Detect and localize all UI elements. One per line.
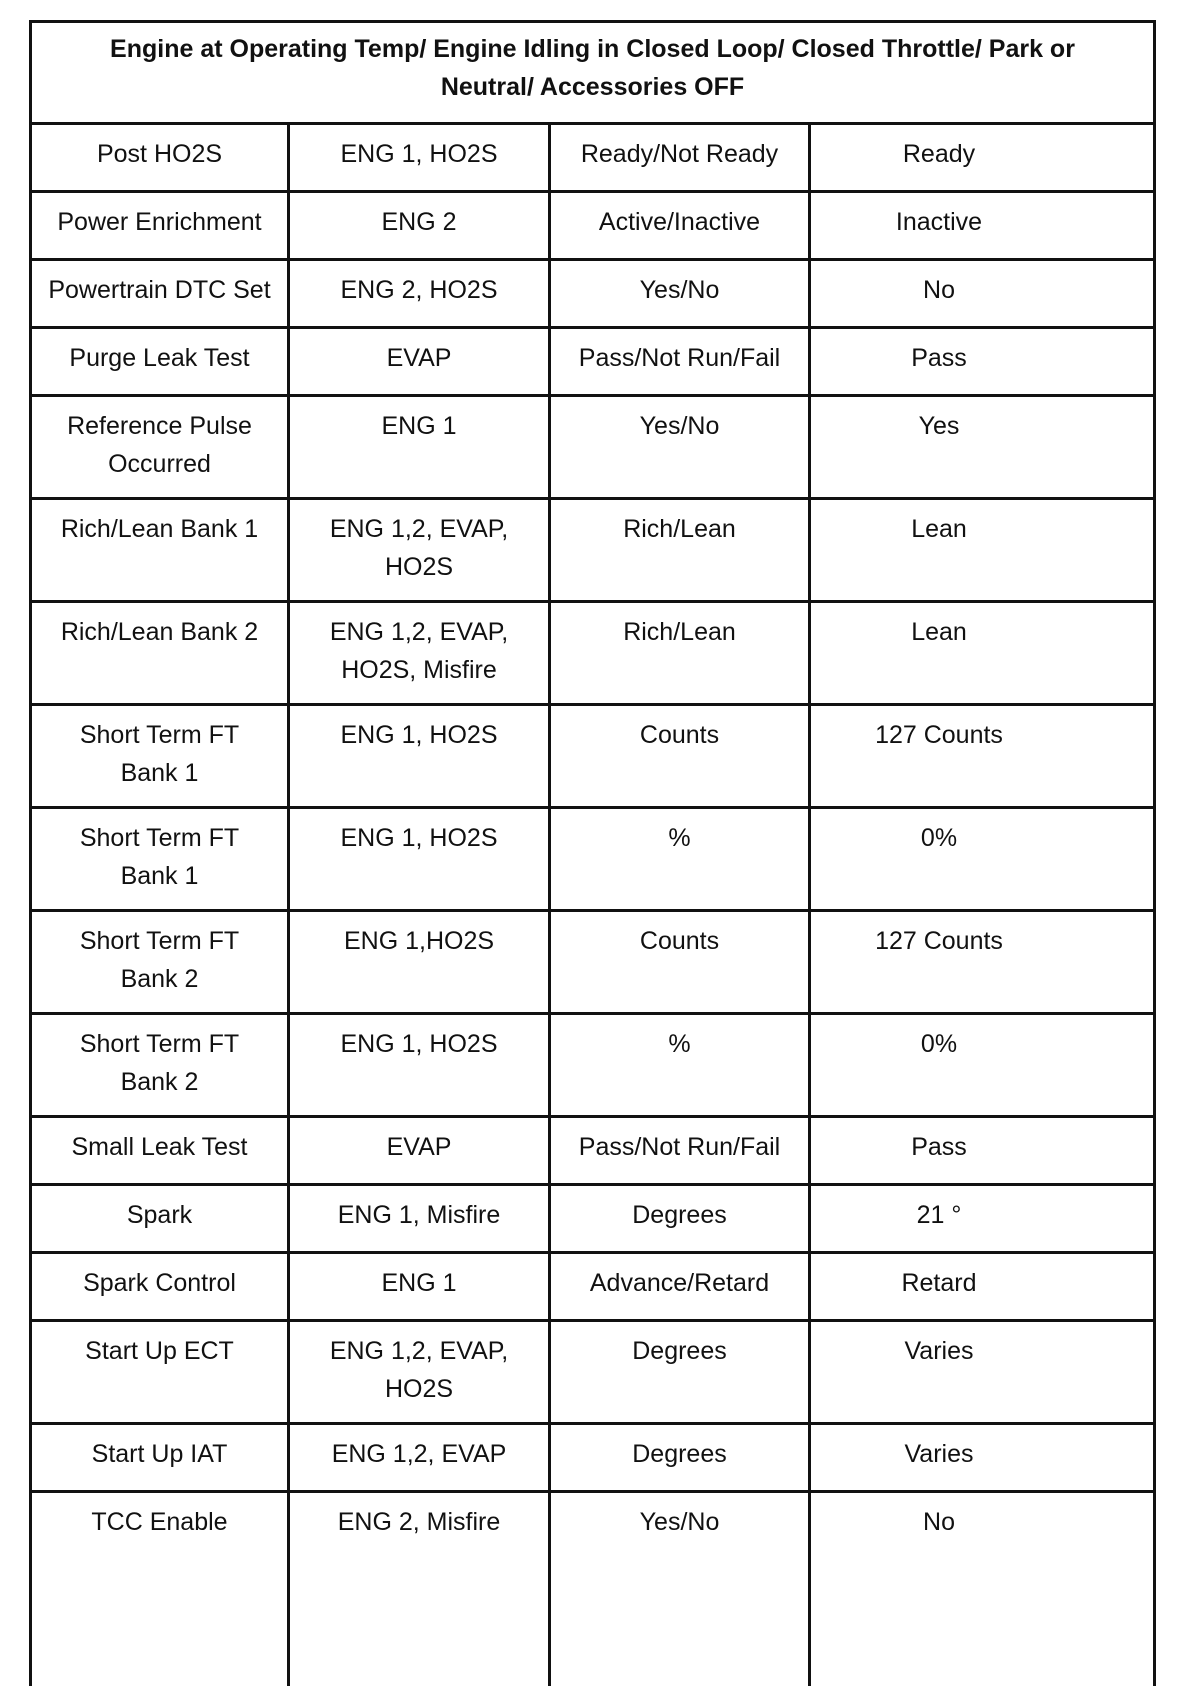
- row-divider: [29, 806, 1156, 809]
- range-text: Pass/Not Run/Fail: [578, 344, 781, 372]
- system-cell: [290, 807, 548, 910]
- column-divider: [808, 123, 811, 1686]
- typical-cell: [811, 910, 1067, 1013]
- parameter-text: Rich/Lean Bank 2: [60, 618, 259, 646]
- typical-text: Yes: [918, 412, 960, 440]
- range-text: Counts: [639, 927, 720, 955]
- row-divider: [29, 703, 1156, 706]
- parameter-text: Small Leak Test: [71, 1133, 248, 1161]
- system-cell: [290, 327, 548, 395]
- system-text: HO2S: [384, 1375, 454, 1403]
- parameter-text: Power Enrichment: [57, 208, 262, 236]
- data-table: [29, 20, 1156, 1686]
- row-divider: [29, 190, 1156, 193]
- typical-text: Inactive: [895, 208, 983, 236]
- system-text: ENG 1, HO2S: [340, 824, 498, 852]
- table-header: [29, 20, 1156, 132]
- system-text: HO2S: [384, 553, 454, 581]
- parameter-text: TCC Enable: [91, 1508, 228, 1536]
- range-text: %: [668, 824, 691, 852]
- range-cell: [551, 123, 808, 191]
- system-text: ENG 2, HO2S: [340, 276, 498, 304]
- typical-cell: [811, 191, 1067, 259]
- system-text: EVAP: [386, 344, 452, 372]
- system-text: ENG 1, HO2S: [340, 140, 498, 168]
- range-text: Advance/Retard: [589, 1269, 770, 1297]
- row-divider: [29, 394, 1156, 397]
- system-text: EVAP: [386, 1133, 452, 1161]
- range-cell: [551, 191, 808, 259]
- typical-text: 0%: [920, 824, 958, 852]
- parameter-text: Powertrain DTC Set: [48, 276, 271, 304]
- parameter-text: Bank 1: [120, 759, 199, 787]
- range-cell: [551, 807, 808, 910]
- parameter-text: Start Up IAT: [91, 1440, 228, 1468]
- system-text: ENG 1, HO2S: [340, 1030, 498, 1058]
- system-text: HO2S, Misfire: [341, 656, 497, 684]
- range-cell: [551, 704, 808, 807]
- system-cell: [290, 259, 548, 327]
- column-divider: [287, 123, 290, 1686]
- system-cell: [290, 1252, 548, 1320]
- parameter-text: Reference Pulse: [67, 412, 252, 440]
- row-divider: [29, 1012, 1156, 1015]
- parameter-cell: [32, 123, 287, 191]
- typical-text: 127 Counts: [875, 927, 1003, 955]
- range-text: Counts: [639, 721, 720, 749]
- range-text: %: [668, 1030, 691, 1058]
- range-text: Ready/Not Ready: [580, 140, 779, 168]
- range-cell: [551, 259, 808, 327]
- typical-cell: [811, 1013, 1067, 1116]
- system-cell: [290, 1423, 548, 1491]
- typical-text: Retard: [901, 1269, 977, 1297]
- system-text: ENG 1: [381, 412, 457, 440]
- range-cell: [551, 1252, 808, 1320]
- system-cell: [290, 395, 548, 498]
- parameter-cell: [32, 191, 287, 259]
- system-cell: [290, 123, 548, 191]
- system-cell: [290, 1013, 548, 1116]
- typical-text: Lean: [911, 618, 967, 646]
- parameter-cell: [32, 807, 287, 910]
- parameter-cell: [32, 327, 287, 395]
- typical-text: Varies: [904, 1337, 974, 1365]
- row-divider: [29, 497, 1156, 500]
- typical-cell: [811, 1491, 1067, 1559]
- typical-cell: [811, 1252, 1067, 1320]
- typical-text: Varies: [904, 1440, 974, 1468]
- range-cell: [551, 910, 808, 1013]
- range-text: Pass/Not Run/Fail: [578, 1133, 781, 1161]
- row-divider: [29, 258, 1156, 261]
- parameter-text: Post HO2S: [96, 140, 223, 168]
- system-text: ENG 1,HO2S: [343, 927, 495, 955]
- parameter-text: Spark: [126, 1201, 193, 1229]
- range-text: Degrees: [632, 1337, 727, 1365]
- parameter-text: Start Up ECT: [85, 1337, 234, 1365]
- parameter-text: Occurred: [108, 450, 211, 478]
- typical-text: Pass: [911, 1133, 967, 1161]
- parameter-text: Short Term FT: [79, 927, 240, 955]
- range-cell: [551, 1184, 808, 1252]
- column-divider: [548, 123, 551, 1686]
- parameter-cell: [32, 1423, 287, 1491]
- typical-text: Lean: [911, 515, 967, 543]
- range-cell: [551, 601, 808, 704]
- system-cell: [290, 601, 548, 704]
- typical-cell: [811, 704, 1067, 807]
- range-text: Yes/No: [639, 276, 720, 304]
- parameter-cell: [32, 1252, 287, 1320]
- row-divider: [29, 1115, 1156, 1118]
- parameter-text: Short Term FT: [79, 824, 240, 852]
- system-text: ENG 1, HO2S: [340, 721, 498, 749]
- parameter-text: Purge Leak Test: [69, 344, 250, 372]
- typical-cell: [811, 1116, 1067, 1184]
- system-text: ENG 1,2, EVAP: [331, 1440, 507, 1468]
- typical-cell: [811, 327, 1067, 395]
- range-cell: [551, 1423, 808, 1491]
- typical-cell: [811, 395, 1067, 498]
- table-border-right: [1153, 20, 1156, 1686]
- parameter-text: Bank 1: [120, 862, 199, 890]
- typical-cell: [811, 1423, 1067, 1491]
- typical-text: No: [923, 1508, 955, 1536]
- range-cell: [551, 1013, 808, 1116]
- system-text: ENG 1,2, EVAP,: [329, 618, 509, 646]
- system-text: ENG 2, Misfire: [337, 1508, 501, 1536]
- typical-cell: [811, 1320, 1067, 1423]
- system-cell: [290, 1184, 548, 1252]
- parameter-cell: [32, 395, 287, 498]
- range-cell: [551, 327, 808, 395]
- typical-cell: [811, 807, 1067, 910]
- system-cell: [290, 1116, 548, 1184]
- system-cell: [290, 191, 548, 259]
- range-text: Yes/No: [639, 1508, 720, 1536]
- typical-cell: [811, 601, 1067, 704]
- row-divider: [29, 600, 1156, 603]
- row-divider: [29, 909, 1156, 912]
- parameter-text: Short Term FT: [79, 721, 240, 749]
- parameter-text: Rich/Lean Bank 1: [60, 515, 259, 543]
- typical-text: No: [923, 276, 955, 304]
- system-text: ENG 1, Misfire: [337, 1201, 501, 1229]
- parameter-text: Bank 2: [120, 965, 199, 993]
- system-text: ENG 2: [381, 208, 457, 236]
- range-text: Rich/Lean: [623, 618, 736, 646]
- range-cell: [551, 395, 808, 498]
- system-cell: [290, 1491, 548, 1559]
- system-text: ENG 1: [381, 1269, 457, 1297]
- table-header-line-1: Engine at Operating Temp/ Engine Idling in Closed Loop/ Closed Throttle/ Park or: [110, 35, 1075, 63]
- system-text: ENG 1,2, EVAP,: [329, 515, 509, 543]
- row-divider: [29, 1490, 1156, 1493]
- typical-text: 0%: [920, 1030, 958, 1058]
- typical-cell: [811, 1184, 1067, 1252]
- parameter-cell: [32, 1184, 287, 1252]
- system-cell: [290, 704, 548, 807]
- typical-cell: [811, 498, 1067, 601]
- parameter-text: Spark Control: [83, 1269, 236, 1297]
- range-cell: [551, 1320, 808, 1423]
- parameter-cell: [32, 601, 287, 704]
- system-cell: [290, 1320, 548, 1423]
- system-cell: [290, 498, 548, 601]
- parameter-cell: [32, 1013, 287, 1116]
- parameter-text: Bank 2: [120, 1068, 199, 1096]
- parameter-text: Short Term FT: [79, 1030, 240, 1058]
- range-text: Rich/Lean: [623, 515, 736, 543]
- row-divider: [29, 1251, 1156, 1254]
- parameter-cell: [32, 259, 287, 327]
- row-divider: [29, 1422, 1156, 1425]
- parameter-cell: [32, 704, 287, 807]
- row-divider: [29, 326, 1156, 329]
- typical-text: 21 °: [916, 1201, 962, 1229]
- parameter-cell: [32, 1320, 287, 1423]
- row-divider: [29, 1183, 1156, 1186]
- table-header-line-2: Neutral/ Accessories OFF: [440, 73, 745, 101]
- row-divider: [29, 1319, 1156, 1322]
- typical-text: 127 Counts: [875, 721, 1003, 749]
- header-divider: [29, 122, 1156, 125]
- typical-cell: [811, 123, 1067, 191]
- parameter-cell: [32, 910, 287, 1013]
- typical-text: Pass: [911, 344, 967, 372]
- parameter-cell: [32, 1491, 287, 1559]
- range-cell: [551, 1491, 808, 1559]
- range-cell: [551, 498, 808, 601]
- range-cell: [551, 1116, 808, 1184]
- table-border-top: [29, 20, 1156, 23]
- range-text: Degrees: [632, 1440, 727, 1468]
- range-text: Active/Inactive: [598, 208, 761, 236]
- typical-text: Ready: [902, 140, 976, 168]
- parameter-cell: [32, 498, 287, 601]
- range-text: Yes/No: [639, 412, 720, 440]
- table-border-left: [29, 20, 32, 1686]
- range-text: Degrees: [632, 1201, 727, 1229]
- system-text: ENG 1,2, EVAP,: [329, 1337, 509, 1365]
- system-cell: [290, 910, 548, 1013]
- typical-cell: [811, 259, 1067, 327]
- parameter-cell: [32, 1116, 287, 1184]
